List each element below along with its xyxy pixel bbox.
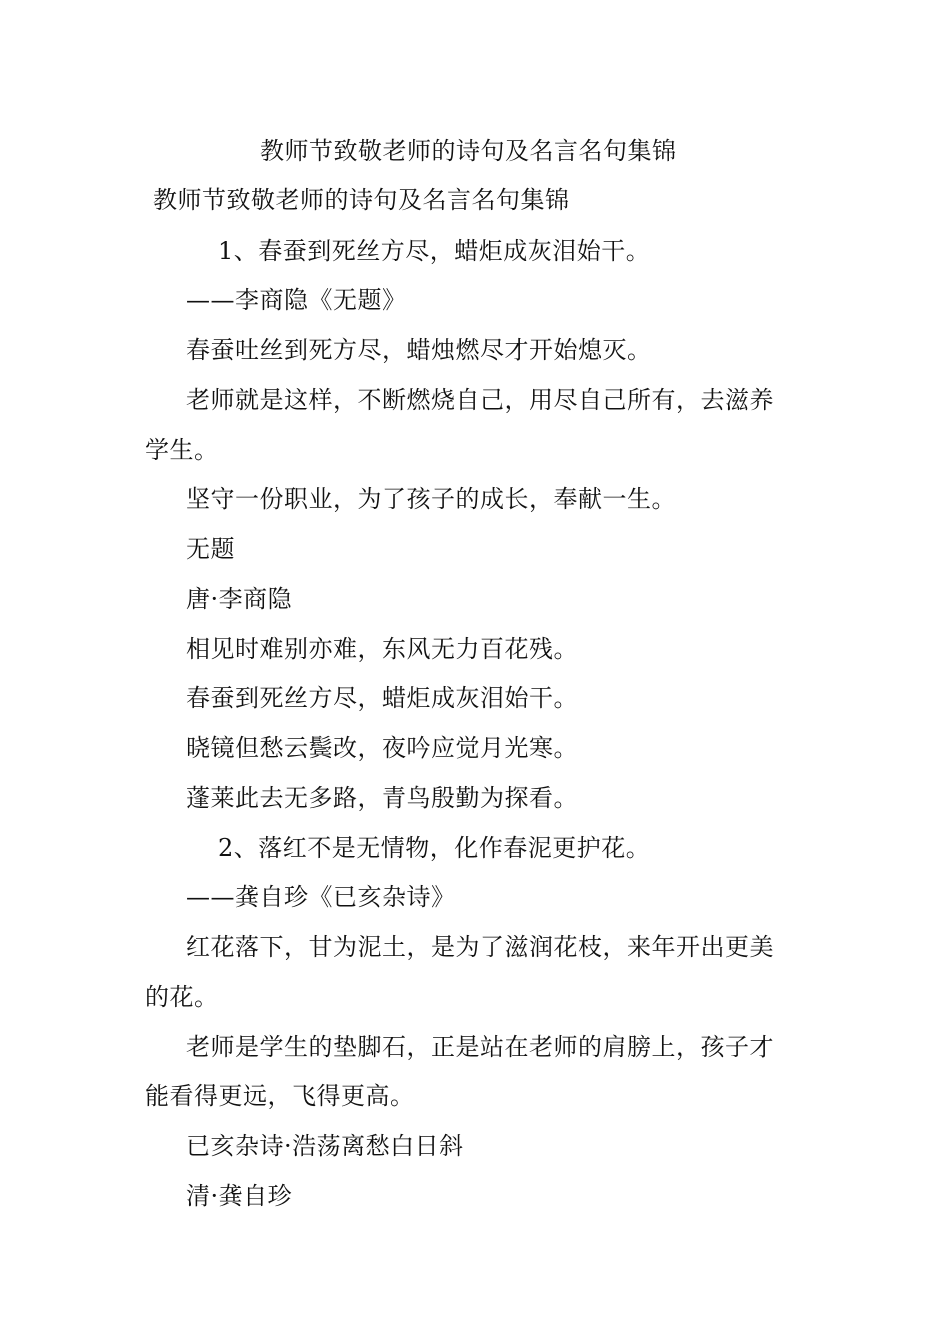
paragraph-line: 晓镜但愁云鬓改，夜吟应觉月光寒。	[186, 734, 578, 762]
paragraph-line: 2、落红不是无情物，化作春泥更护花。	[218, 834, 651, 862]
paragraph-line: 能看得更远，飞得更高。	[145, 1082, 415, 1110]
paragraph-line: 蓬莱此去无多路，青鸟殷勤为探看。	[186, 784, 578, 812]
paragraph-line: ——李商隐《无题》	[186, 286, 407, 314]
paragraph-line: 的花。	[145, 983, 219, 1011]
paragraph-line: 老师是学生的垫脚石，正是站在老师的肩膀上，孩子才	[186, 1033, 774, 1061]
paragraph-line: 相见时难别亦难，东风无力百花残。	[186, 635, 578, 663]
paragraph-line: 春蚕到死丝方尽，蜡炬成灰泪始干。	[186, 684, 578, 712]
paragraph-line: 无题	[186, 535, 235, 563]
document-subtitle: 教师节致敬老师的诗句及名言名句集锦	[153, 186, 570, 214]
paragraph-line: 老师就是这样，不断燃烧自己，用尽自己所有，去滋养	[186, 386, 774, 414]
paragraph-line: 1、春蚕到死丝方尽，蜡炬成灰泪始干。	[218, 237, 651, 265]
paragraph-line: 已亥杂诗·浩荡离愁白日斜	[186, 1132, 464, 1160]
paragraph-line: 唐·李商隐	[186, 585, 293, 613]
paragraph-line: 学生。	[145, 436, 219, 464]
document-title: 教师节致敬老师的诗句及名言名句集锦	[260, 137, 677, 165]
paragraph-line: 坚守一份职业，为了孩子的成长，奉献一生。	[186, 485, 676, 513]
paragraph-line: 红花落下，甘为泥土，是为了滋润花枝，来年开出更美	[186, 933, 774, 961]
paragraph-line: 清·龚自珍	[186, 1182, 293, 1210]
paragraph-line: 春蚕吐丝到死方尽，蜡烛燃尽才开始熄灭。	[186, 336, 652, 364]
paragraph-line: ——龚自珍《已亥杂诗》	[186, 883, 456, 911]
